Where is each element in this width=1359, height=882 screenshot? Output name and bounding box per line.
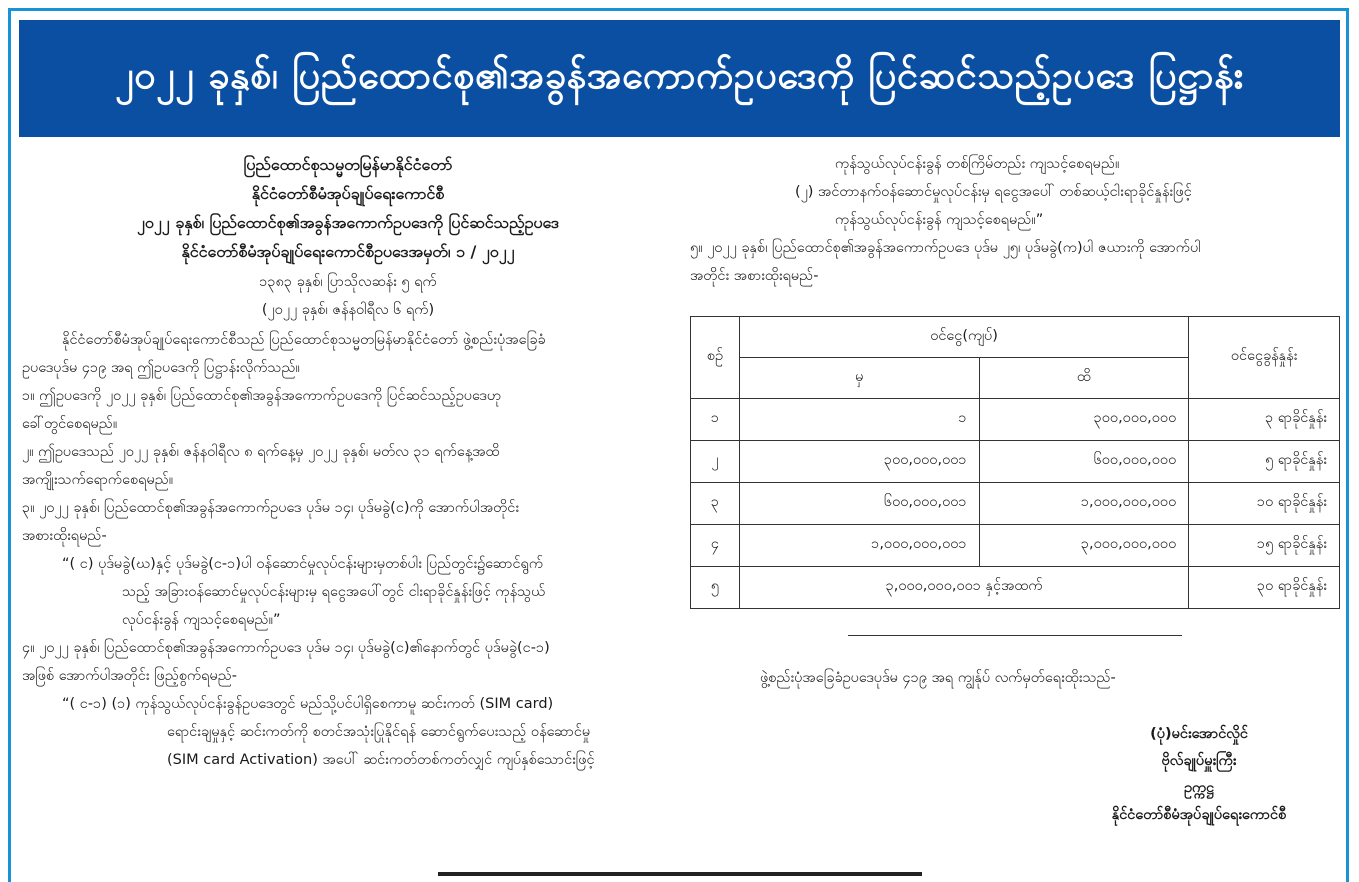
section-3-line-1: ၃။ ၂၀၂၂ ခုနှစ်၊ ပြည်ထောင်စု၏အခွန်အကောက်ဥပဒေ ပုဒ်မ ၁၄၊ ပုဒ်မခွဲ(င)ကို အောက်ပါအတိုင်း xyxy=(22,500,520,516)
section-1-line-2: ခေါ်တွင်စေရမည်။ xyxy=(22,416,118,432)
table-row xyxy=(691,525,1340,567)
table-row xyxy=(691,441,1340,483)
table-row xyxy=(691,483,1340,525)
section-2-line-2: အကျိုးသက်ရောက်စေရမည်။ xyxy=(22,472,174,488)
separator-rule xyxy=(848,635,1182,636)
signature-block xyxy=(1069,721,1329,829)
cell-to: ၃၀၀,၀၀၀,၀၀၀ xyxy=(979,399,1189,441)
clause-2-line-2: ကုန်သွယ်လုပ်ငန်းခွန် ကျသင့်စေရမည်။” xyxy=(835,212,1044,228)
heading-country: ပြည်ထောင်စုသမ္မတမြန်မာနိုင်ငံတော် xyxy=(243,155,453,174)
section-1-line-1: ၁။ ဤဥပဒေကို ၂၀၂၂ ခုနှစ်၊ ပြည်ထောင်စု၏အခွန်အကောက်ဥပဒေကို ပြင်ဆင်သည့်ဥပဒေဟု xyxy=(22,388,502,404)
header-rate: ဝင်ငွေခွန်နှုန်း xyxy=(1189,317,1340,399)
table-row xyxy=(691,399,1340,441)
subsection-nga1-line-3: (SIM card Activation) အပေါ် ဆင်းကတ်တစ်ကတ်လျှင် ကျပ်နှစ်သောင်းဖြင့် xyxy=(167,752,595,768)
cell-from: ၁ xyxy=(739,399,979,441)
heading-law-number: နိုင်ငံတော်စီမံအုပ်ချုပ်ရေးကောင်စီဥပဒေအမှတ်၊ ၁ / ၂၀၂၂ xyxy=(181,242,515,261)
cell-serial: ၅ xyxy=(691,567,740,609)
section-2-line-1: ၂။ ဤဥပဒေသည် ၂၀၂၂ ခုနှစ်၊ ဇန်နဝါရီလ ၈ ရက်နေ့မှ ၂၀၂၂ ခုနှစ်၊ မတ်လ ၃၁ ရက်နေ့အထိ xyxy=(22,444,500,460)
income-tax-rate-table xyxy=(690,316,1340,609)
date-gregorian: (၂၀၂၂ ခုနှစ်၊ ဇန်နဝါရီလ ၆ ရက်) xyxy=(261,302,435,318)
cell-from: ၁,၀၀၀,၀၀၀,၀၀၁ xyxy=(739,525,979,567)
bottom-rule xyxy=(438,872,922,876)
clause-2-line-1: (၂) အင်တာနက်ဝန်ဆောင်မှုလုပ်ငန်းမှ ရငွေအပေါ် တစ်ဆယ့်ငါးရာခိုင်နှုန်းဖြင့် xyxy=(795,184,1192,200)
date-myanmar: ၁၃၈၃ ခုနှစ်၊ ပြာသိုလဆန်း ၅ ရက် xyxy=(259,274,437,290)
cell-serial: ၁ xyxy=(691,399,740,441)
cell-serial: ၃ xyxy=(691,483,740,525)
left-column xyxy=(22,150,674,774)
subsection-nga-line-3: လုပ်ငန်းခွန် ကျသင့်စေရမည်။” xyxy=(122,612,281,628)
header-income: ဝင်ငွေ(ကျပ်) xyxy=(739,317,1188,358)
cell-to: ၆၀၀,၀၀၀,၀၀၀ xyxy=(979,441,1189,483)
header-from: မှ xyxy=(739,358,979,399)
cell-to: ၃,၀၀၀,၀၀၀,၀၀၀ xyxy=(979,525,1189,567)
table-header-row xyxy=(691,317,1340,358)
cell-rate: ၃၀ ရာခိုင်နှုန်း xyxy=(1189,567,1340,609)
signatory-organization: နိုင်ငံတော်စီမံအုပ်ချုပ်ရေးကောင်စီ xyxy=(1111,807,1287,823)
subsection-nga-line-2: သည့် အခြားဝန်ဆောင်မှုလုပ်ငန်းများမှ ရငွေအပေါ်တွင် ငါးရာခိုင်နှုန်းဖြင့် ကုန်သွယ် xyxy=(122,584,546,600)
cell-rate: ၁၅ ရာခိုင်နှုန်း xyxy=(1189,525,1340,567)
heading-council: နိုင်ငံတော်စီမံအုပ်ချုပ်ရေးကောင်စီ xyxy=(251,184,445,203)
cell-range: ၃,၀၀၀,၀၀၀,၀၀၁ နှင့်အထက် xyxy=(739,567,1188,609)
preamble-line-1: နိုင်ငံတော်စီမံအုပ်ချုပ်ရေးကောင်စီသည် ပြည်ထောင်စုသမ္မတမြန်မာနိုင်ငံတော် ဖွဲ့စည်းပုံအခြေခံ xyxy=(62,332,546,348)
right-column xyxy=(690,150,1340,290)
section-5-line-2: အတိုင်း အစားထိုးရမည်- xyxy=(690,268,819,284)
continued-line-1: ကုန်သွယ်လုပ်ငန်းခွန် တစ်ကြိမ်တည်း ကျသင့်စေရမည်။ xyxy=(835,156,1120,172)
signature-note: ဖွဲ့စည်းပုံအခြေခံဥပဒေပုဒ်မ ၄၁၉ အရ ကျွန်ုပ် လက်မှတ်ရေးထိုးသည်- xyxy=(760,670,1116,686)
signatory-name: (ပုံ)မင်းအောင်လှိုင် xyxy=(1150,726,1248,742)
cell-rate: ၁၀ ရာခိုင်နှုန်း xyxy=(1189,483,1340,525)
section-5-line-1: ၅။ ၂၀၂၂ ခုနှစ်၊ ပြည်ထောင်စု၏အခွန်အကောက်ဥပဒေ ပုဒ်မ ၂၅၊ ပုဒ်မခွဲ(က)ပါ ဇယားကို အောက်ပါ xyxy=(690,240,1201,256)
title-banner xyxy=(19,20,1340,137)
cell-rate: ၃ ရာခိုင်နှုန်း xyxy=(1189,399,1340,441)
table-row xyxy=(691,567,1340,609)
banner-title: ၂၀၂၂ ခုနှစ်၊ ပြည်ထောင်စု၏အခွန်အကောက်ဥပဒေကို ပြင်ဆင်သည့်ဥပဒေ ပြဋ္ဌာန်း xyxy=(115,52,1244,97)
section-4-line-2: အဖြစ် အောက်ပါအတိုင်း ဖြည့်စွက်ရမည်- xyxy=(22,668,238,684)
signatory-title: ဥက္ကဋ္ဌ xyxy=(1183,780,1215,796)
cell-from: ၆၀၀,၀၀၀,၀၀၁ xyxy=(739,483,979,525)
header-serial: စဉ် xyxy=(691,317,740,399)
cell-rate: ၅ ရာခိုင်နှုန်း xyxy=(1189,441,1340,483)
subsection-nga1-line-2: ရောင်းချမှုနှင့် ဆင်းကတ်ကို စတင်အသုံးပြုနိုင်ရန် ဆောင်ရွက်ပေးသည့် ဝန်ဆောင်မှု xyxy=(167,724,591,740)
section-4-line-1: ၄။ ၂၀၂၂ ခုနှစ်၊ ပြည်ထောင်စု၏အခွန်အကောက်ဥပဒေ ပုဒ်မ ၁၄၊ ပုဒ်မခွဲ(င)၏နောက်တွင် ပုဒ်မခွဲ(င-၁) xyxy=(22,640,550,656)
heading-law-title: ၂၀၂၂ ခုနှစ်၊ ပြည်ထောင်စု၏အခွန်အကောက်ဥပဒေကို ပြင်ဆင်သည့်ဥပဒေ xyxy=(137,213,559,232)
header-to: ထိ xyxy=(979,358,1189,399)
signatory-rank: ဗိုလ်ချုပ်မှူးကြီး xyxy=(1161,753,1237,769)
cell-serial: ၂ xyxy=(691,441,740,483)
preamble-line-2: ဥပဒေပုဒ်မ ၄၁၉ အရ ဤဥပဒေကို ပြဋ္ဌာန်းလိုက်သည်။ xyxy=(22,360,300,376)
subsection-nga-line-1: “( င) ပုဒ်မခွဲ(ဃ)နှင့် ပုဒ်မခွဲ(င-၁)ပါ ဝန်ဆောင်မှုလုပ်ငန်းများမှတစ်ပါး ပြည်တွင်း၌ဆောင်ရွက် xyxy=(62,556,544,572)
cell-to: ၁,၀၀၀,၀၀၀,၀၀၀ xyxy=(979,483,1189,525)
cell-serial: ၄ xyxy=(691,525,740,567)
subsection-nga1-line-1: “( င-၁) (၁) ကုန်သွယ်လုပ်ငန်းခွန်ဥပဒေတွင် မည်သို့ပင်ပါရှိစေကာမူ ဆင်းကတ် (SIM card) xyxy=(62,696,554,712)
section-3-line-2: အစားထိုးရမည်- xyxy=(22,528,107,544)
cell-from: ၃၀၀,၀၀၀,၀၀၁ xyxy=(739,441,979,483)
